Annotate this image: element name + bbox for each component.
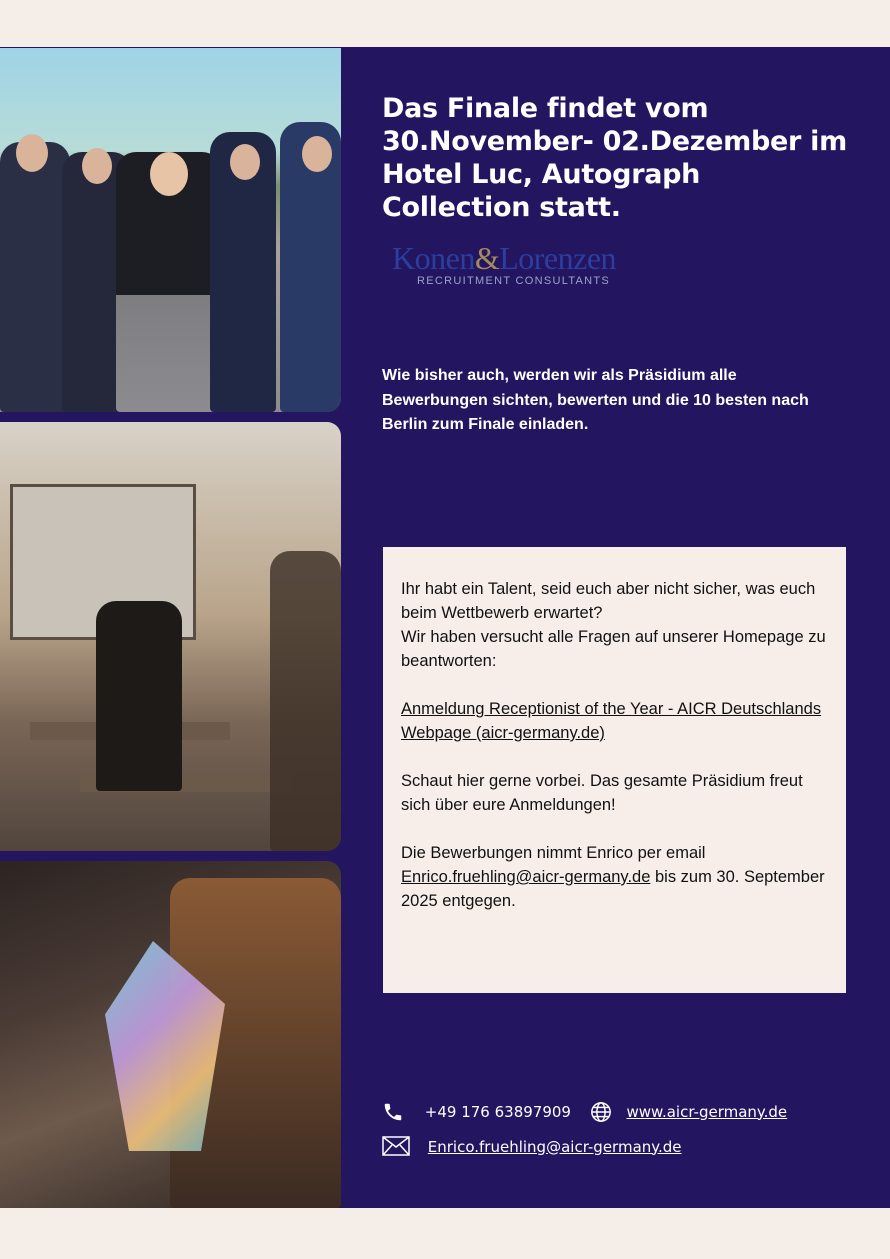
person-head — [16, 134, 48, 172]
person-head — [82, 148, 112, 184]
person-head — [150, 152, 188, 196]
logo-wordmark — [392, 238, 642, 278]
info-para4-prefix: Die Bewerbungen nimmt Enrico per email — [401, 844, 706, 862]
contact-row — [382, 1136, 682, 1158]
logo-amp: & — [474, 240, 500, 276]
info-box — [383, 547, 846, 993]
person-head — [230, 144, 260, 180]
person-figure — [96, 601, 182, 791]
trophy-photo — [0, 861, 341, 1208]
globe-icon — [590, 1101, 618, 1123]
info-para4-suffix: bis zum 30. September 2025 entgegen. — [401, 868, 825, 910]
logo-part2: Lorenzen — [499, 240, 617, 276]
person-figure — [270, 551, 341, 851]
phone-icon — [382, 1101, 410, 1123]
logo-part1: Konen — [392, 240, 475, 276]
logo-subtitle: RECRUITMENT CONSULTANTS — [417, 275, 611, 287]
info-line2: Wir haben versucht alle Fragen auf unserer Homepage zu beantworten: — [401, 628, 826, 670]
info-paragraph-4 — [401, 841, 828, 913]
phone-number: +49 176 63897909 — [424, 1102, 571, 1121]
email-link[interactable]: Enrico.fruehling@aicr-germany.de — [427, 1137, 682, 1156]
mail-icon — [382, 1136, 410, 1158]
info-paragraph — [401, 577, 828, 673]
registration-link[interactable]: Anmeldung Receptionist of the Year - AICR Deutschlands Webpage (aicr-germany.de) — [401, 700, 822, 742]
info-line1: Ihr habt ein Talent, seid euch aber nicht sicher, was euch beim Wettbewerb erwartet? — [401, 580, 816, 622]
info-link-paragraph — [401, 697, 828, 745]
headline: Das Finale findet vom 30.November- 02.Dezember im Hotel Luc, Autograph Collection statt. — [382, 93, 847, 223]
seminar-room-photo — [0, 422, 341, 851]
person-figure — [0, 142, 70, 412]
person-head — [302, 136, 332, 172]
intro-text: Wie bisher auch, werden wir als Präsidium alle Bewerbungen sichten, bewerten und die 10 besten nach Berlin zum Finale einladen. — [382, 367, 809, 433]
sponsor-logo — [392, 238, 642, 287]
website-link[interactable]: www.aicr-germany.de — [626, 1102, 788, 1121]
info-email-link[interactable]: Enrico.fruehling@aicr-germany.de — [401, 868, 651, 886]
contact-row — [382, 1101, 787, 1123]
info-paragraph-3: Schaut hier gerne vorbei. Das gesamte Präsidium freut sich über eure Anmeldungen! — [401, 772, 803, 814]
team-photo — [0, 48, 341, 412]
